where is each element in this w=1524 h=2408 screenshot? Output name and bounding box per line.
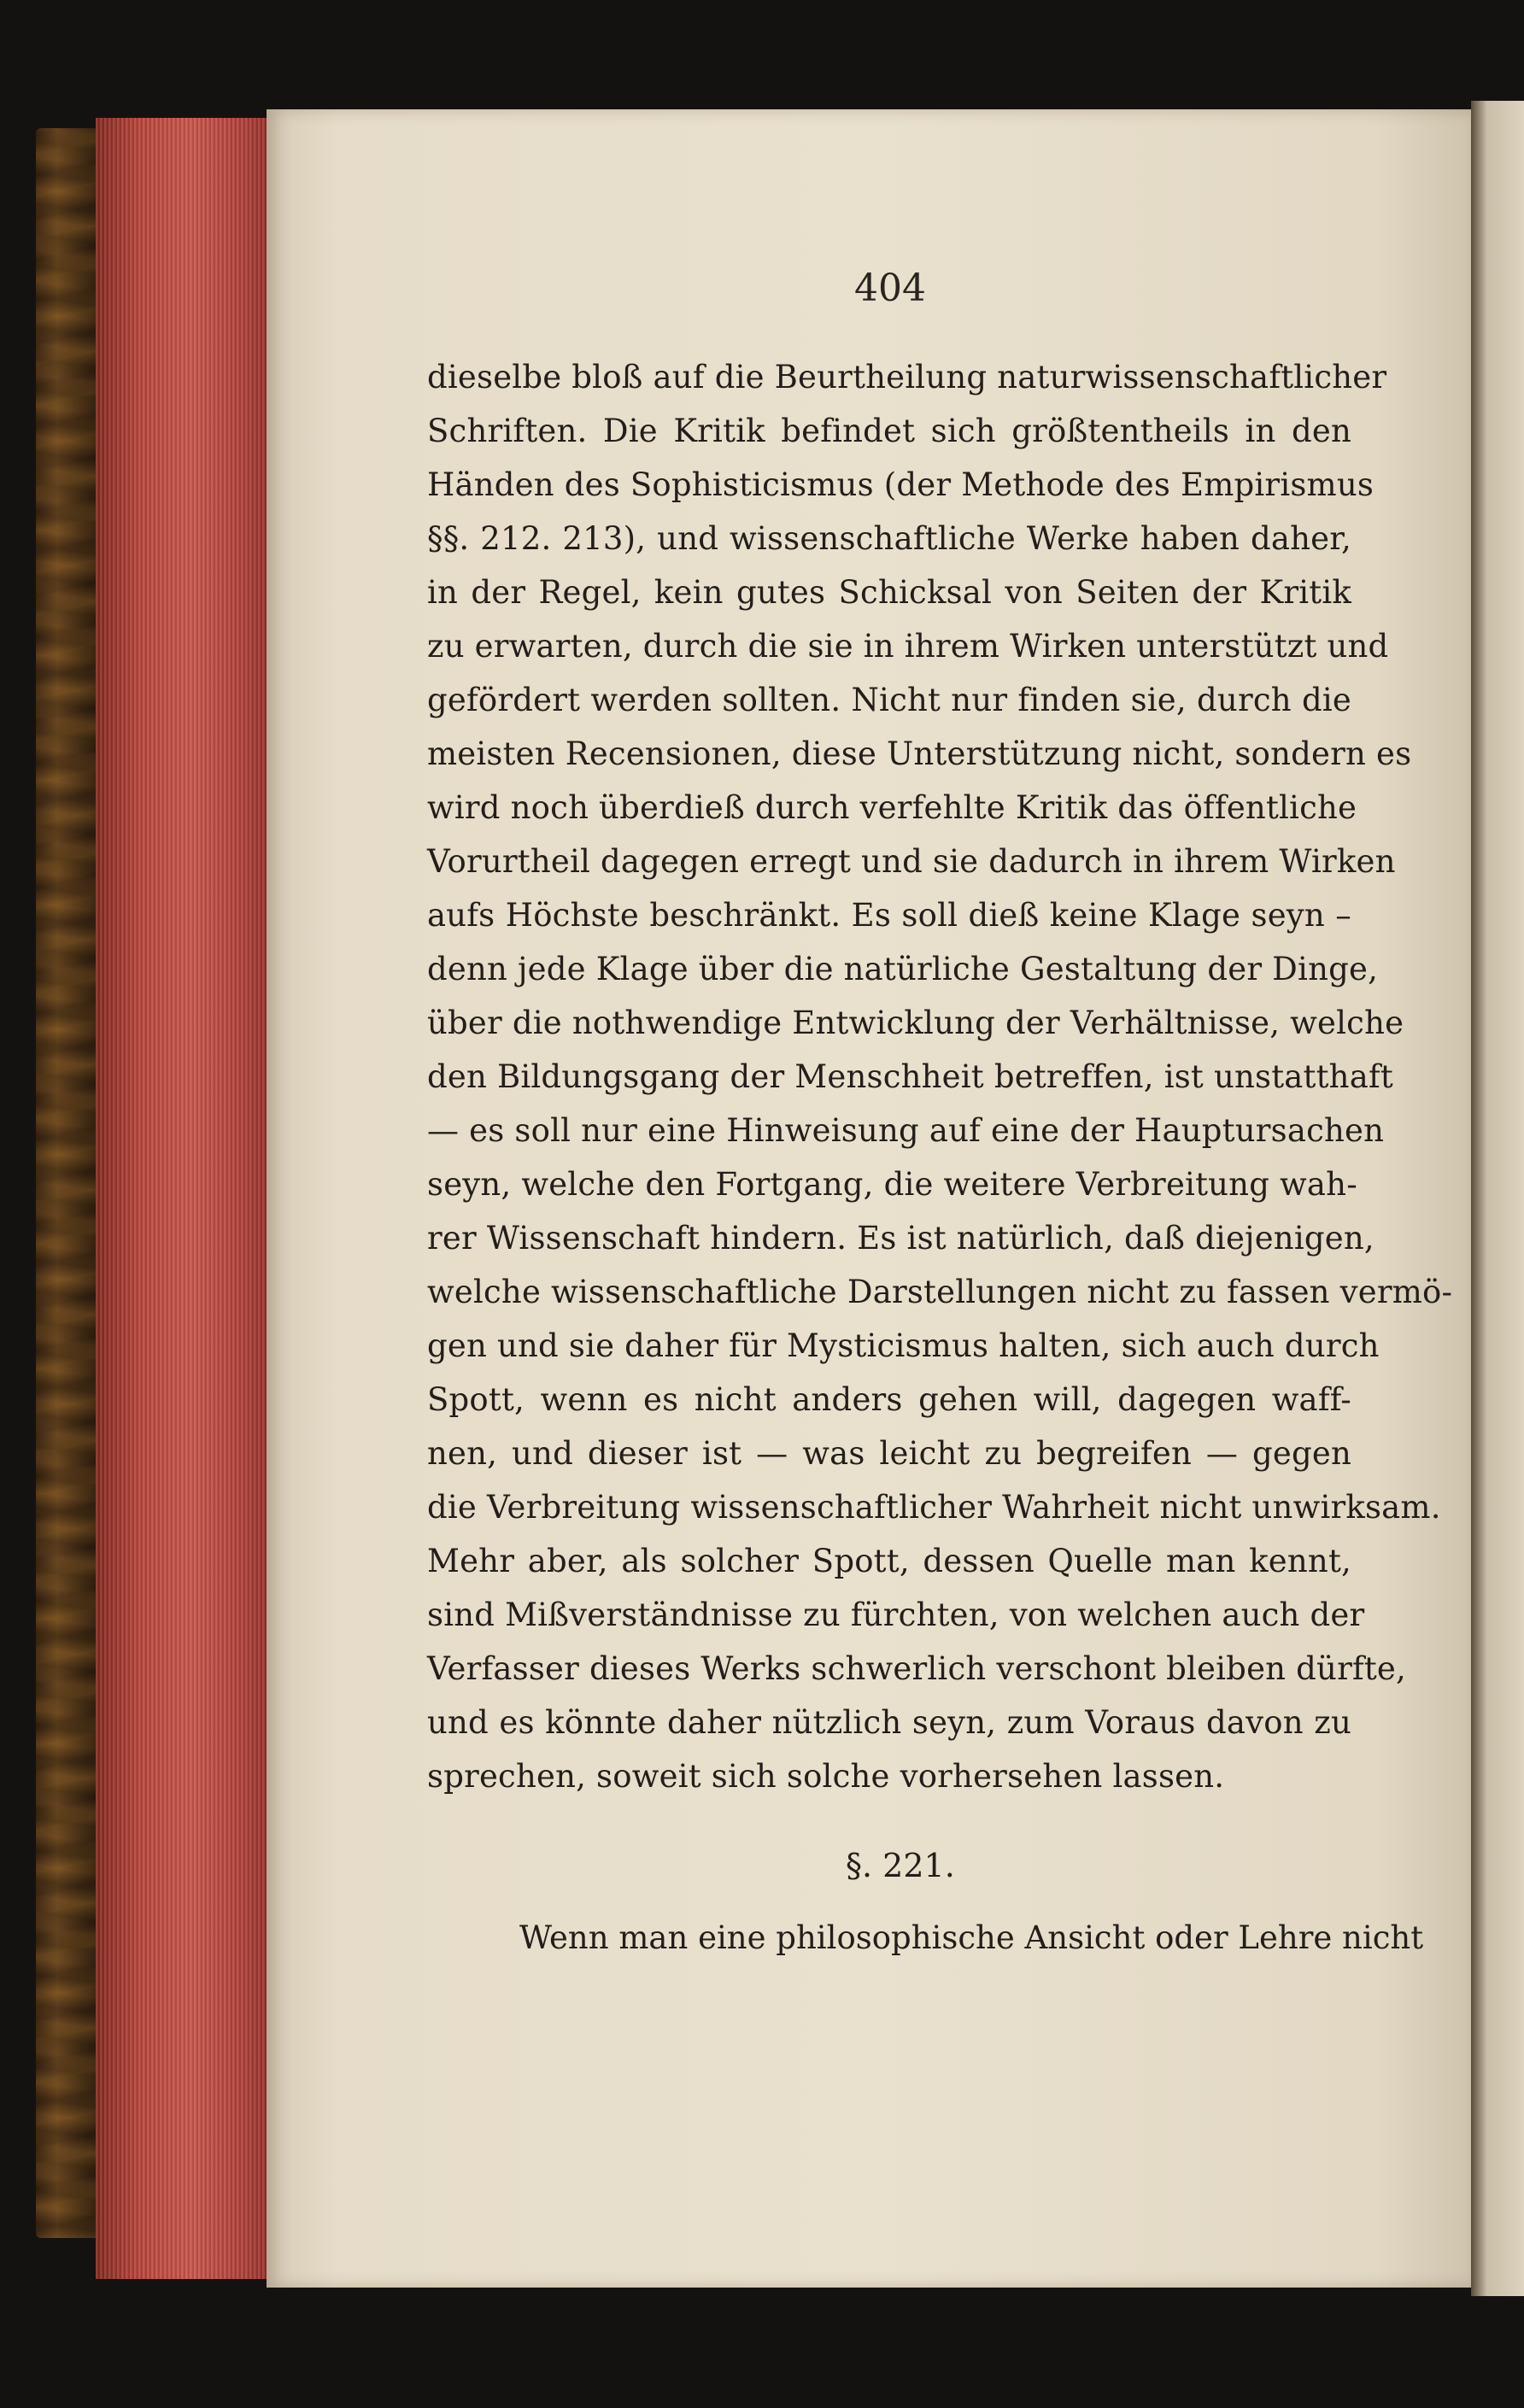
text-line: gen und sie daher für Mysticismus halten, sich auch durch [427, 1327, 1380, 1364]
text-line: den Bildungsgang der Menschheit betreffen, ist unstatthaft [427, 1058, 1393, 1095]
text-line: in der Regel, kein gutes Schicksal von Seiten der Kritik [427, 574, 1351, 611]
text-line: sprechen, soweit sich solche vorhersehen lassen. [427, 1758, 1225, 1795]
text-line: gefördert werden sollten. Nicht nur finden sie, durch die [427, 682, 1351, 718]
text-line: über die nothwendige Entwicklung der Verhältnisse, welche [427, 1005, 1404, 1041]
text-line: aufs Höchste beschränkt. Es soll dieß keine Klage seyn – [427, 897, 1351, 934]
body-text [427, 350, 1453, 1803]
text-line: denn jede Klage über die natürliche Gestaltung der Dinge, [427, 951, 1379, 987]
section-first-line: Wenn man eine philosophische Ansicht oder Lehre nicht [519, 1919, 1424, 1956]
text-line: Händen des Sophisticismus (der Methode des Empirismus [427, 466, 1375, 503]
text-line: nen, und dieser ist — was leicht zu begreifen — gegen [427, 1435, 1351, 1472]
text-line: Spott, wenn es nicht anders gehen will, dagegen waff- [427, 1381, 1351, 1418]
text-line: seyn, welche den Fortgang, die weitere Verbreitung wah- [427, 1166, 1357, 1203]
text-line: §§. 212. 213), und wissenschaftliche Werke haben daher, [427, 520, 1351, 557]
text-line: die Verbreitung wissenschaftlicher Wahrheit nicht unwirksam. [427, 1489, 1441, 1526]
text-line: meisten Recensionen, diese Unterstützung nicht, sondern es [427, 735, 1412, 772]
text-line: Schriften. Die Kritik befindet sich größtentheils in den [427, 413, 1351, 449]
text-line: zu erwarten, durch die sie in ihrem Wirken unterstützt und [427, 628, 1389, 665]
text-line: Verfasser dieses Werks schwerlich verschont bleiben dürfte, [427, 1650, 1406, 1687]
text-line: und es könnte daher nützlich seyn, zum Voraus davon zu [427, 1704, 1351, 1741]
facing-page-edge [1471, 101, 1524, 2296]
text-line: Vorurtheil dagegen erregt und sie dadurch in ihrem Wirken [427, 843, 1396, 880]
page-number: 404 [854, 267, 926, 310]
text-line: Mehr aber, als solcher Spott, dessen Quelle man kennt, [427, 1543, 1351, 1579]
text-line: rer Wissenschaft hindern. Es ist natürlich, daß diejenigen, [427, 1220, 1375, 1257]
section-heading: §. 221. [846, 1847, 955, 1884]
text-line: wird noch überdieß durch verfehlte Kritik das öffentliche [427, 789, 1357, 826]
text-line: — es soll nur eine Hinweisung auf eine der Hauptursachen [427, 1112, 1385, 1149]
text-line: sind Mißverständnisse zu fürchten, von welchen auch der [427, 1597, 1365, 1633]
book-cover-spine [36, 128, 96, 2238]
page-edges [96, 118, 271, 2279]
text-line: welche wissenschaftliche Darstellungen nicht zu fassen vermö- [427, 1274, 1453, 1310]
text-line: dieselbe bloß auf die Beurtheilung naturwissenschaftlicher [427, 359, 1387, 395]
